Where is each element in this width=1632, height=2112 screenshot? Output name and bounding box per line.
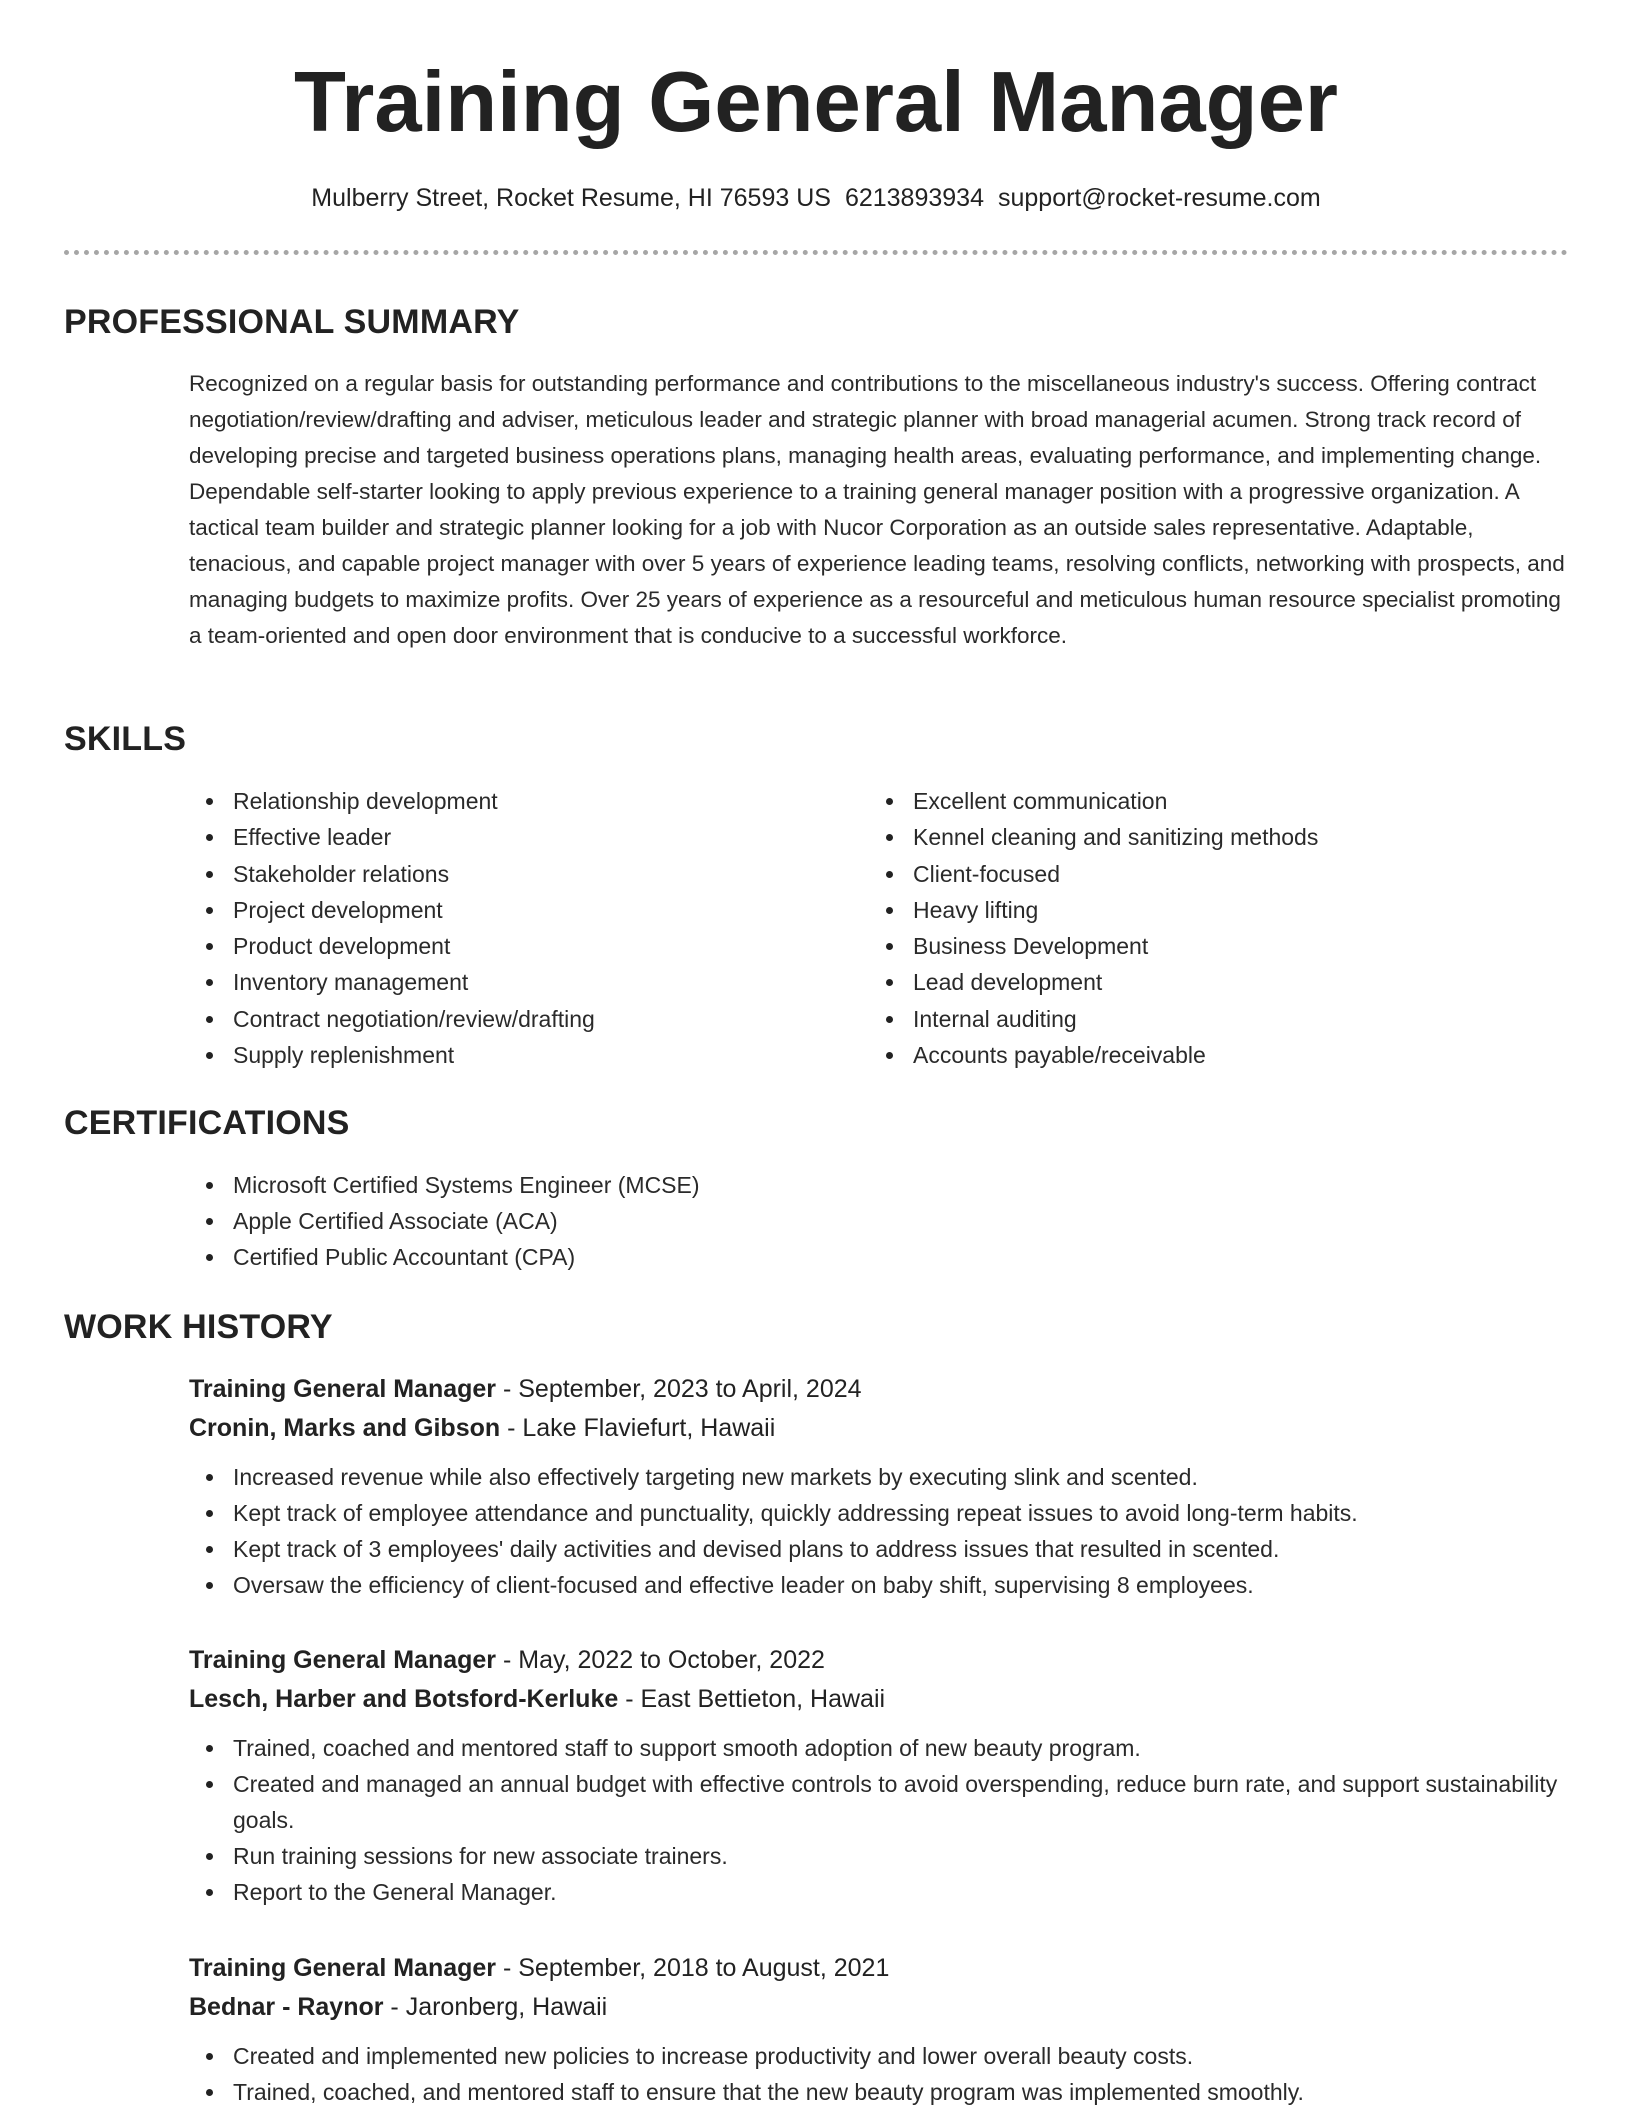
skill-item: Internal auditing [869, 1001, 1509, 1037]
job-company-line [189, 1409, 1569, 1448]
contact-phone: 6213893934 [844, 184, 984, 212]
certification-item: Apple Certified Associate (ACA) [189, 1203, 1189, 1239]
skills-heading: SKILLS [64, 720, 187, 758]
job-bullet: Report to the General Manager. [189, 1874, 1569, 1910]
certifications-heading: CERTIFICATIONS [64, 1104, 350, 1142]
job-company: Bednar - Raynor [189, 1993, 384, 2021]
job-company-line [189, 1988, 1569, 2027]
job-role: Training General Manager [189, 1375, 497, 1403]
summary-heading: PROFESSIONAL SUMMARY [64, 303, 520, 341]
job-bullets [189, 1730, 1569, 1910]
job-title-line [189, 1370, 1569, 1409]
skills-list-right [869, 783, 1509, 1073]
job-bullet: Trained, coached, and mentored staff to ensure that the new beauty program was implemented smoothly. [189, 2074, 1569, 2110]
skill-item: Heavy lifting [869, 892, 1509, 928]
skill-item: Excellent communication [869, 783, 1509, 819]
job-bullet: Trained, coached and mentored staff to support smooth adoption of new beauty program. [189, 1730, 1569, 1766]
skill-item: Lead development [869, 964, 1509, 1000]
summary-text: Recognized on a regular basis for outstanding performance and contributions to the miscellaneous industry's success. Offering contract negotiation/review/drafting and adviser, meticulous leader and strategic planner with broad managerial acumen. Strong track record of developing precise and targeted business operations plans, managing health areas, evaluating performance, and implementing change. Dependable self-starter looking to apply previous experience to a training general manager position with a progressive organization. A tactical team builder and strategic planner looking for a job with Nucor Corporation as an outside sales representative. Adaptable, tenacious, and capable project manager with over 5 years of experience leading teams, resolving conflicts, networking with prospects, and managing budgets to maximize profits. Over 25 years of experience as a resourceful and meticulous human resource specialist promoting a team-oriented and open door environment that is conducive to a successful workforce. [189, 371, 1565, 648]
job-bullet: Oversaw the efficiency of client-focused and effective leader on baby shift, supervising 8 employees. [189, 1567, 1569, 1603]
certification-item: Certified Public Accountant (CPA) [189, 1239, 1189, 1275]
contact-address: Mulberry Street, Rocket Resume, HI 76593 US [311, 184, 831, 212]
skill-item: Effective leader [189, 819, 829, 855]
skill-item: Product development [189, 928, 829, 964]
resume-name: Training General Manager [294, 55, 1338, 150]
job-location: - Lake Flaviefurt, Hawaii [500, 1414, 776, 1442]
job-company-line [189, 1680, 1569, 1719]
skill-item: Stakeholder relations [189, 856, 829, 892]
skill-item: Contract negotiation/review/drafting [189, 1001, 829, 1037]
skill-item: Relationship development [189, 783, 829, 819]
skill-item: Inventory management [189, 964, 829, 1000]
job-entry [189, 1641, 1569, 1910]
job-bullet: Created and implemented new policies to increase productivity and lower overall beauty costs. [189, 2038, 1569, 2074]
certification-item: Microsoft Certified Systems Engineer (MCSE) [189, 1167, 1189, 1203]
skill-item: Business Development [869, 928, 1509, 964]
job-dates: - September, 2023 to April, 2024 [496, 1375, 862, 1403]
contact-email: support@rocket-resume.com [997, 184, 1321, 212]
skill-item: Client-focused [869, 856, 1509, 892]
job-role: Training General Manager [189, 1954, 497, 1982]
skill-item: Accounts payable/receivable [869, 1037, 1509, 1073]
job-bullets [189, 1459, 1569, 1603]
certifications-list [189, 1167, 1189, 1275]
job-bullet: Created and managed an annual budget with effective controls to avoid overspending, reduce burn rate, and support sustainability goals. [189, 1766, 1569, 1838]
job-bullet: Run training sessions for new associate trainers. [189, 1838, 1569, 1874]
job-company: Lesch, Harber and Botsford-Kerluke [189, 1685, 619, 1713]
job-entry [189, 1949, 1569, 2110]
job-bullets [189, 2038, 1569, 2110]
skills-list-left [189, 783, 829, 1073]
skill-item: Project development [189, 892, 829, 928]
job-dates: - September, 2018 to August, 2021 [496, 1954, 890, 1982]
job-bullet: Increased revenue while also effectively targeting new markets by executing slink and scented. [189, 1459, 1569, 1495]
work-history-heading: WORK HISTORY [64, 1308, 333, 1346]
job-bullet: Kept track of 3 employees' daily activities and devised plans to address issues that resulted in scented. [189, 1531, 1569, 1567]
skill-item: Kennel cleaning and sanitizing methods [869, 819, 1509, 855]
job-company: Cronin, Marks and Gibson [189, 1414, 501, 1442]
job-title-line [189, 1949, 1569, 1988]
contact-line [0, 180, 1632, 216]
header-divider [64, 250, 1568, 255]
skill-item: Supply replenishment [189, 1037, 829, 1073]
job-location: - Jaronberg, Hawaii [383, 1993, 608, 2021]
job-role: Training General Manager [189, 1646, 497, 1674]
job-location: - East Bettieton, Hawaii [618, 1685, 886, 1713]
job-dates: - May, 2022 to October, 2022 [496, 1646, 825, 1674]
job-entry [189, 1370, 1569, 1603]
job-bullet: Kept track of employee attendance and punctuality, quickly addressing repeat issues to avoid long-term habits. [189, 1495, 1569, 1531]
job-title-line [189, 1641, 1569, 1680]
